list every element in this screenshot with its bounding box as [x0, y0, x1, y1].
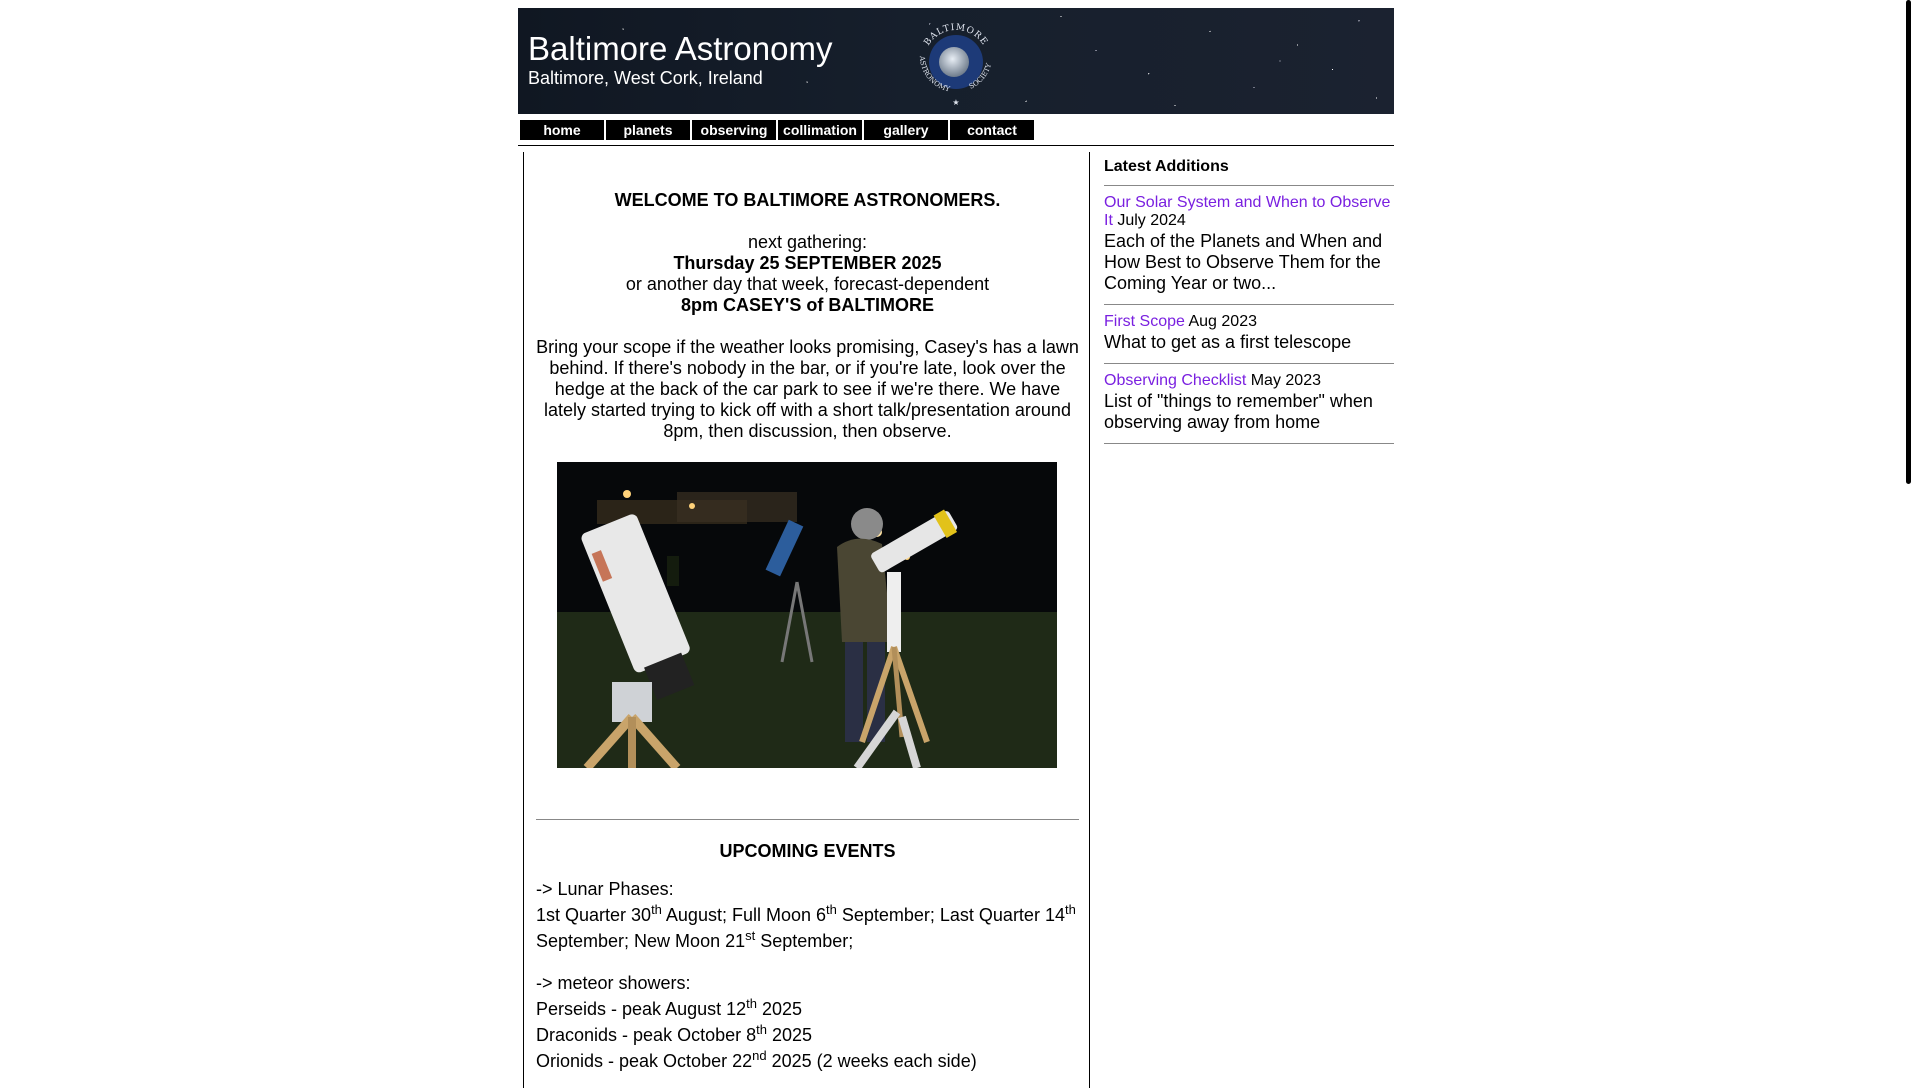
welcome-title: WELCOME TO BALTIMORE ASTRONOMERS. — [614, 190, 1001, 210]
addition-date: May 2023 — [1246, 372, 1321, 389]
welcome-section — [536, 190, 1079, 442]
nav-home[interactable]: home — [520, 120, 604, 140]
addition-date: July 2024 — [1112, 212, 1186, 229]
site-title: Baltimore Astronomy — [528, 30, 833, 67]
site-subtitle: Baltimore, West Cork, Ireland — [528, 68, 763, 88]
header-banner — [518, 8, 1394, 114]
nav-contact[interactable]: contact — [950, 120, 1034, 140]
page-wrapper — [518, 8, 1394, 1071]
addition-description: Each of the Planets and When and How Best to Observe Them for the Coming Year or two... — [1104, 231, 1383, 293]
moon-icon — [939, 47, 969, 77]
addition-link[interactable]: First Scope — [1104, 313, 1185, 330]
main-column — [523, 152, 1090, 1088]
venue: 8pm CASEY'S of BALTIMORE — [681, 295, 934, 315]
meteor-item: Perseids - peak August 12th 2025 — [536, 996, 803, 1019]
sidebar-title: Latest Additions — [1104, 152, 1394, 186]
lunar-phases — [536, 876, 1079, 954]
latest-additions-sidebar — [1104, 152, 1394, 444]
events-divider — [536, 819, 1079, 820]
events-title: UPCOMING EVENTS — [719, 841, 896, 861]
telescope-photo — [557, 462, 1057, 768]
next-gathering-label: next gathering: — [747, 232, 868, 252]
logo-text-right: SOCIETY — [967, 62, 994, 91]
addition-link[interactable]: Observing Checklist — [1104, 372, 1247, 389]
meteor-showers — [536, 970, 1079, 1074]
addition-description: List of "things to remember" when observing away from home — [1104, 391, 1373, 432]
nav-gallery[interactable]: gallery — [864, 120, 948, 140]
next-gathering-date: Thursday 25 SEPTEMBER 2025 — [673, 253, 942, 273]
addition-item — [1104, 305, 1394, 364]
addition-date: Aug 2023 — [1184, 313, 1257, 330]
meteor-item: Draconids - peak October 8th 2025 — [536, 1022, 812, 1045]
intro-text: Bring your scope if the weather looks promising, Casey's has a lawn behind. If there's nobody in the bar, or if you're late, look over the hedge at the back of the car park to see if we're there. We have lately started trying to kick off with a short talk/presentation around 8pm, then discussion, then observe. — [536, 337, 1079, 441]
nav-planets[interactable]: planets — [606, 120, 690, 140]
logo-text-left: ASTRONOMY — [917, 55, 951, 94]
addition-link[interactable]: Our Solar System and When to Observe It — [1104, 194, 1391, 229]
nav-collimation[interactable]: collimation — [778, 120, 862, 140]
page-scrollbar[interactable] — [1902, 0, 1912, 1080]
nav-observing[interactable]: observing — [692, 120, 776, 140]
upcoming-events — [536, 838, 1079, 1090]
addition-item — [1104, 186, 1394, 305]
addition-description: What to get as a first telescope — [1104, 332, 1352, 352]
scrollbar-thumb[interactable] — [1906, 0, 1911, 484]
main-nav — [520, 120, 1034, 140]
logo-text-top: BALTIMORE — [922, 22, 990, 48]
nav-divider — [518, 145, 1394, 146]
addition-item — [1104, 364, 1394, 444]
society-logo — [906, 12, 1006, 112]
alt-day-note: or another day that week, forecast-dependent — [625, 274, 990, 294]
logo-star-icon: ★ — [952, 98, 960, 107]
meteor-label: -> meteor showers: — [536, 973, 691, 993]
lunar-dates: 1st Quarter 30th August; Full Moon 6th September; Last Quarter 14th September; New Moon 21st September; — [536, 902, 1076, 951]
meteor-item: Orionids - peak October 22nd 2025 (2 weeks each side) — [536, 1048, 977, 1071]
lunar-label: -> Lunar Phases: — [536, 879, 674, 899]
